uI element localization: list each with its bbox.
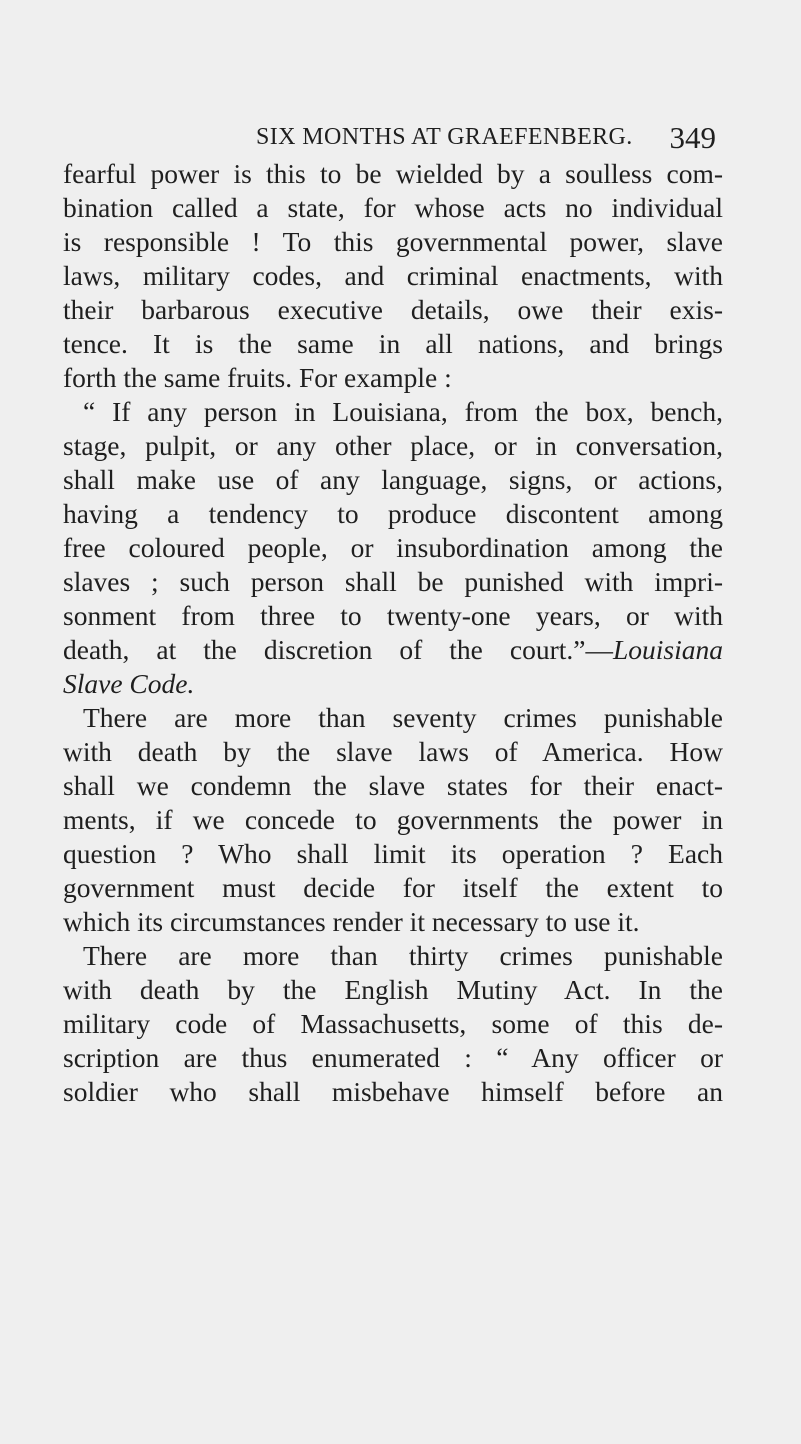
text-line: their barbarous executive details, owe their exis- [63, 294, 723, 325]
text-line: government must decide for itself the extent to [63, 872, 723, 903]
text-line: “ If any person in Louisiana, from the box, bench, [83, 396, 723, 427]
text-line: bination called a state, for whose acts no individual [63, 192, 723, 223]
text-line: There are more than seventy crimes punishable [83, 702, 723, 733]
text-line: shall make use of any language, signs, or actions, [63, 464, 723, 495]
text-line: sonment from three to twenty-one years, or with [63, 600, 723, 631]
text-line: free coloured people, or insubordination among the [63, 532, 723, 563]
text-line-with-citation [63, 633, 723, 667]
text-line: shall we condemn the slave states for their enact- [63, 770, 723, 801]
citation-source: Louisiana [612, 634, 723, 665]
text-line: stage, pulpit, or any other place, or in conversation, [63, 430, 723, 461]
running-title: SIX MONTHS AT GRAEFENBERG. [256, 124, 633, 150]
page-number: 349 [669, 120, 716, 155]
text-line: death, at the discretion of the court.”— [63, 634, 613, 665]
text-line: tence. It is the same in all nations, and brings [63, 328, 723, 359]
text-line: with death by the English Mutiny Act. In the [63, 974, 723, 1005]
text-line: forth the same fruits. For example : [63, 362, 452, 393]
text-line: military code of Massachusetts, some of this de- [63, 1008, 723, 1039]
citation-source: Slave Code. [63, 668, 195, 699]
text-line: question ? Who shall limit its operation ? Each [63, 838, 723, 869]
text-line: ments, if we concede to governments the power in [63, 804, 723, 835]
text-line: soldier who shall misbehave himself before an [63, 1076, 723, 1107]
text-line: having a tendency to produce discontent among [63, 498, 723, 529]
text-line: scription are thus enumerated : “ Any officer or [63, 1042, 723, 1073]
body-text [63, 150, 723, 1107]
running-head [256, 120, 716, 154]
text-line: There are more than thirty crimes punishable [83, 940, 723, 971]
text-line: which its circumstances render it necessary to use it. [63, 906, 640, 937]
text-line: laws, military codes, and criminal enactments, with [63, 260, 723, 291]
text-line: with death by the slave laws of America. How [63, 736, 723, 767]
text-line: fearful power is this to be wielded by a soulless com- [63, 158, 723, 189]
text-line: is responsible ! To this governmental power, slave [63, 226, 723, 257]
text-line: slaves ; such person shall be punished with impri- [63, 566, 723, 597]
